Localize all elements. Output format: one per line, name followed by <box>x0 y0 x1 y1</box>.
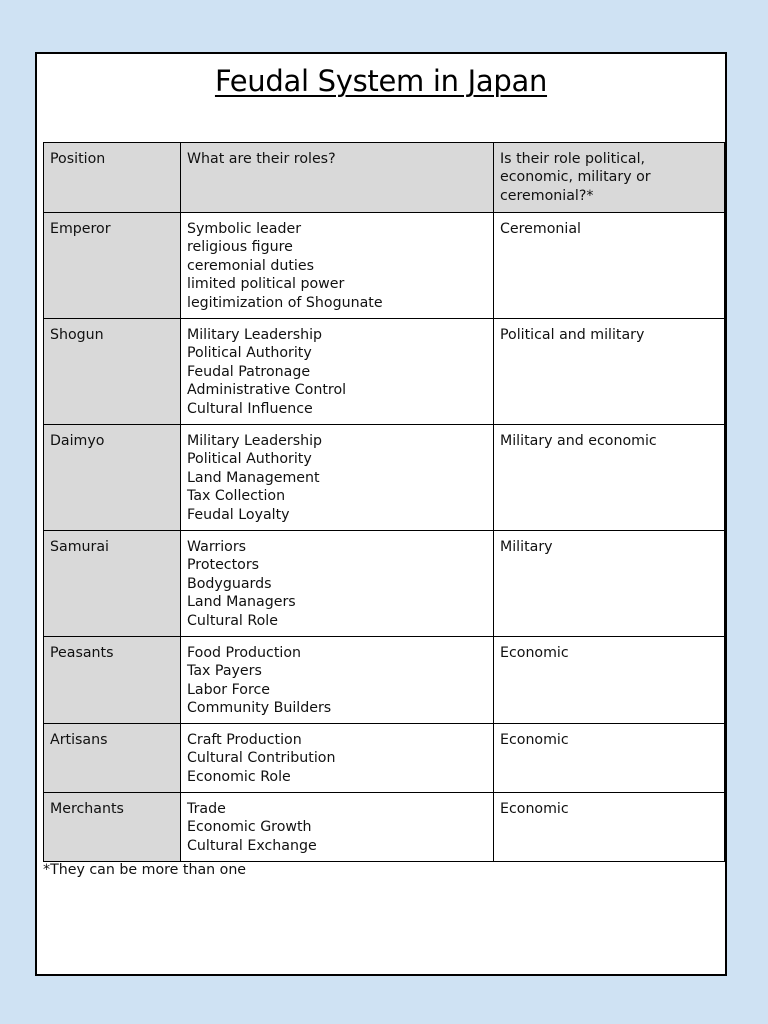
role-item: Political Authority <box>187 345 312 362</box>
role-type-cell: Economic <box>494 637 725 724</box>
role-item: Craft Production <box>187 732 302 748</box>
feudal-system-table <box>43 142 725 862</box>
roles-cell <box>181 531 494 637</box>
role-item: Trade <box>187 801 226 817</box>
role-item: Land Management <box>187 469 320 486</box>
role-item: legitimization of Shogunate <box>187 294 383 311</box>
role-item: limited political power <box>187 276 345 293</box>
role-item: Administrative Control <box>187 382 347 399</box>
role-item: Feudal Loyalty <box>187 506 290 523</box>
role-item: Food Production <box>187 645 302 661</box>
role-item: Labor Force <box>187 681 271 698</box>
position-cell: Peasants <box>44 637 181 724</box>
role-item: Tax Collection <box>187 488 286 505</box>
header-role-type: Is their role political, economic, military or ceremonial?* <box>494 143 725 213</box>
table-row <box>44 531 725 637</box>
role-item: Warriors <box>187 539 247 555</box>
role-type-cell: Military <box>494 531 725 637</box>
role-item: Protectors <box>187 557 260 574</box>
role-item: Land Managers <box>187 594 296 611</box>
role-item: Economic Growth <box>187 819 312 836</box>
footnote: *They can be more than one <box>43 862 247 878</box>
roles-cell <box>181 637 494 724</box>
role-item: Economic Role <box>187 768 291 785</box>
table-row <box>44 793 725 862</box>
table-header-row <box>44 143 725 213</box>
role-type-cell: Political and military <box>494 319 725 425</box>
role-item: Military Leadership <box>187 433 323 449</box>
role-item: Community Builders <box>187 700 332 717</box>
role-item: Political Authority <box>187 451 312 468</box>
role-item: Cultural Exchange <box>187 837 317 854</box>
role-item: Cultural Role <box>187 612 278 629</box>
role-item: Feudal Patronage <box>187 363 311 380</box>
position-cell: Emperor <box>44 213 181 319</box>
worksheet-page <box>35 52 727 976</box>
header-position: Position <box>44 143 181 213</box>
role-type-cell: Military and economic <box>494 425 725 531</box>
role-item: Cultural Influence <box>187 400 313 417</box>
header-roles: What are their roles? <box>181 143 494 213</box>
position-cell: Daimyo <box>44 425 181 531</box>
role-item: Bodyguards <box>187 575 272 592</box>
roles-cell <box>181 213 494 319</box>
roles-cell <box>181 425 494 531</box>
table-row <box>44 425 725 531</box>
position-cell: Merchants <box>44 793 181 862</box>
role-type-cell: Economic <box>494 724 725 793</box>
role-item: ceremonial duties <box>187 257 314 274</box>
page-title: Feudal System in Japan <box>214 64 548 98</box>
table-row <box>44 724 725 793</box>
roles-cell <box>181 793 494 862</box>
position-cell: Artisans <box>44 724 181 793</box>
role-item: Tax Payers <box>187 663 262 680</box>
role-type-cell: Economic <box>494 793 725 862</box>
table-row <box>44 319 725 425</box>
position-cell: Shogun <box>44 319 181 425</box>
table-row <box>44 213 725 319</box>
roles-cell <box>181 724 494 793</box>
role-type-cell: Ceremonial <box>494 213 725 319</box>
roles-cell <box>181 319 494 425</box>
position-cell: Samurai <box>44 531 181 637</box>
role-item: Symbolic leader <box>187 221 302 237</box>
table-body <box>44 213 725 862</box>
role-item: religious figure <box>187 239 293 256</box>
table-row <box>44 637 725 724</box>
role-item: Military Leadership <box>187 327 323 343</box>
role-item: Cultural Contribution <box>187 750 336 767</box>
